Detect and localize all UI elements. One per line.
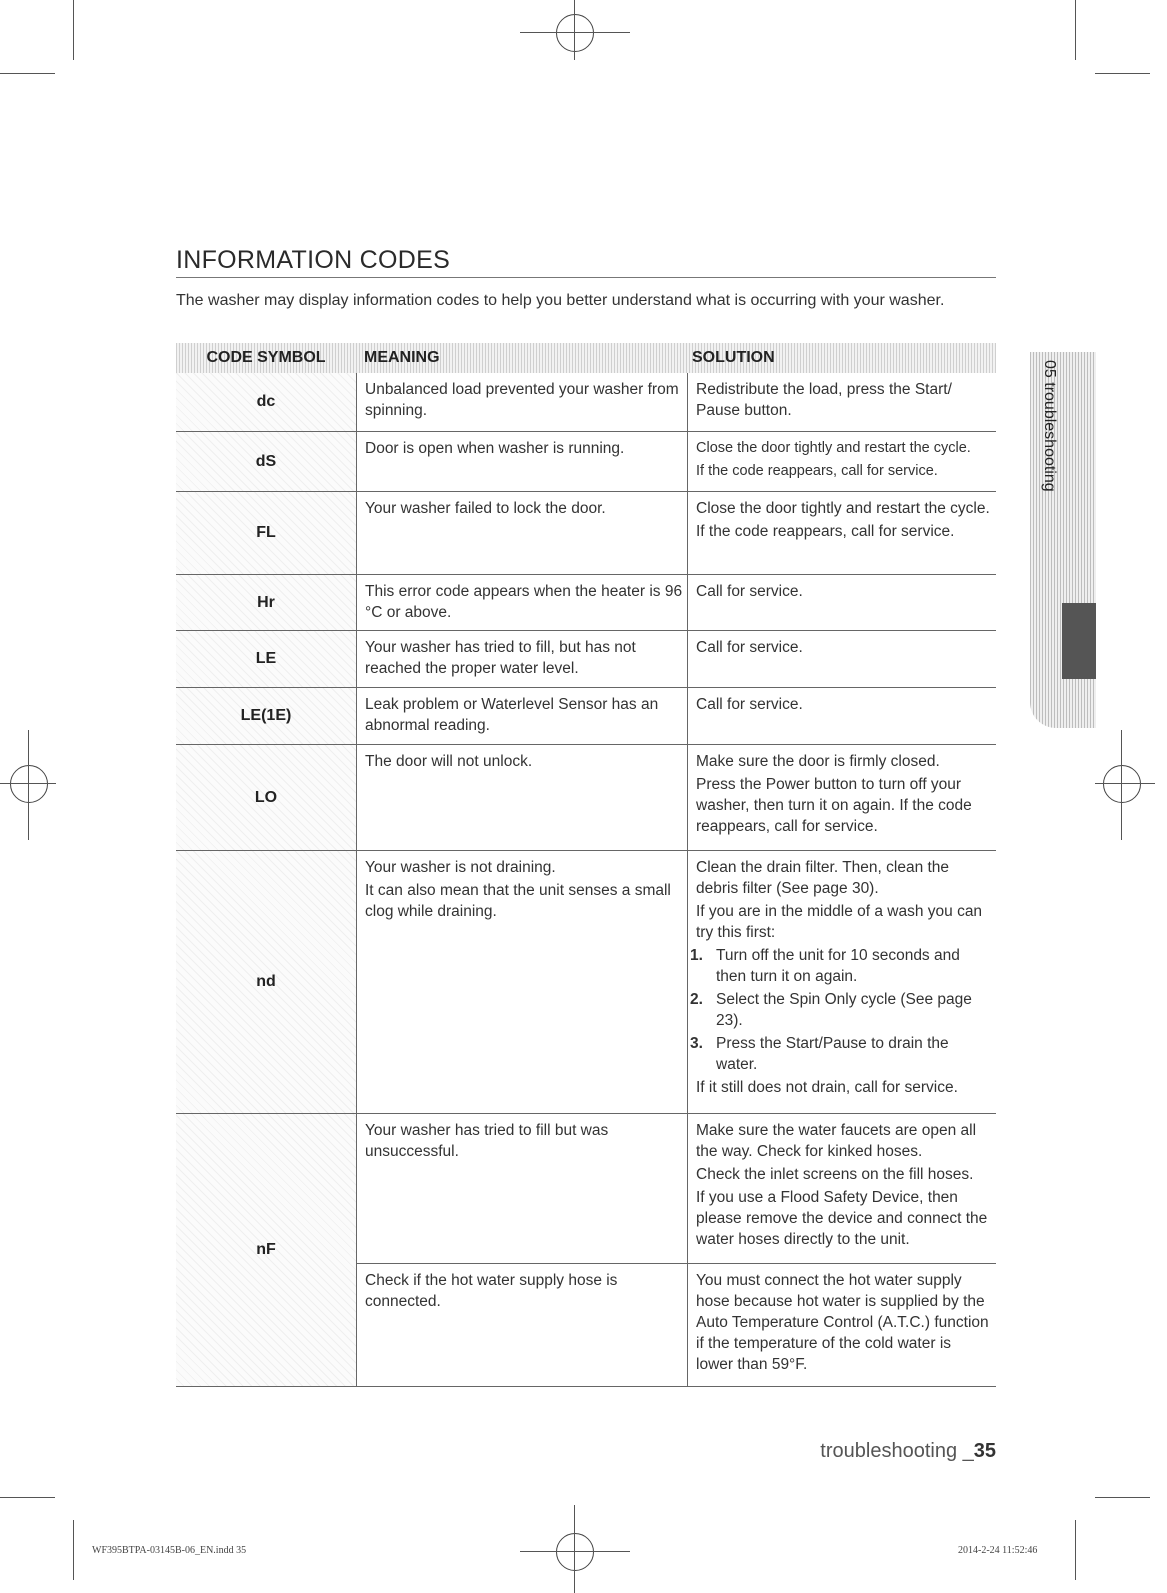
solution-step (690, 945, 992, 987)
meaning-cell (356, 575, 687, 631)
code-symbol: Hr (176, 575, 356, 630)
solution-text: Press the Power button to turn off your washer, then turn it on again. If the code reappears, call for service. (696, 776, 972, 835)
meaning-text: Your washer is not draining. (365, 859, 556, 876)
table-header (176, 343, 996, 373)
step-number: 3. (690, 1035, 703, 1052)
header-meaning: MEANING (364, 349, 440, 366)
solution-cell (687, 1114, 996, 1263)
code-symbol: dS (176, 432, 356, 491)
solution-cell (687, 373, 996, 431)
meaning-cell (356, 1114, 687, 1263)
registration-mark (520, 1551, 630, 1552)
table-row (176, 1114, 996, 1387)
solution-text: If it still does not drain, call for service. (696, 1079, 958, 1096)
meaning-cell (356, 1264, 687, 1386)
code-symbol: dc (176, 373, 356, 431)
crop-mark (1095, 1497, 1150, 1498)
crop-mark (0, 1497, 55, 1498)
registration-mark (574, 1505, 575, 1593)
solution-text: Make sure the water faucets are open all the way. Check for kinked hoses. (696, 1122, 977, 1160)
table-row (176, 631, 996, 688)
solution-text: Check the inlet screens on the fill hoses. (696, 1166, 974, 1183)
code-symbol: LE (176, 631, 356, 687)
solution-text: You must connect the hot water supply hose because hot water is supplied by the Auto Temperature Control (A.T.C.) function if the temperature of the cold water is lower than 59°F. (696, 1272, 989, 1373)
solution-text: Close the door tightly and restart the cycle. (696, 500, 990, 517)
step-text: Turn off the unit for 10 seconds and then turn it on again. (716, 947, 960, 985)
table-row (176, 492, 996, 575)
solution-text: Call for service. (696, 696, 803, 713)
solution-cell (687, 631, 996, 687)
meaning-text: Unbalanced load prevented your washer from spinning. (365, 381, 679, 419)
meaning-cell (356, 688, 687, 744)
solution-cell (687, 492, 996, 574)
registration-mark (556, 14, 594, 52)
solution-cell (687, 575, 996, 631)
registration-mark (1095, 783, 1155, 784)
solution-text: If the code reappears, call for service. (696, 523, 955, 540)
table-row (176, 688, 996, 745)
header-solution: SOLUTION (692, 349, 775, 366)
meaning-cell (356, 631, 687, 687)
meaning-cell (356, 492, 687, 574)
solution-text: If you are in the middle of a wash you can try this first: (696, 903, 983, 941)
code-symbol: LO (176, 745, 356, 850)
solution-text: Close the door tightly and restart the cycle. (696, 440, 971, 456)
solution-text: If the code reappears, call for service. (696, 463, 938, 479)
header-code-symbol: CODE SYMBOL (206, 349, 326, 366)
solution-cell (687, 851, 996, 1113)
table-row (176, 851, 996, 1114)
step-text: Press the Start/Pause to drain the water. (716, 1035, 949, 1073)
step-number: 2. (690, 991, 703, 1008)
meaning-cell (356, 745, 687, 850)
date-imprint: 2014-2-24 11:52:46 (958, 1545, 1038, 1556)
table-row (176, 575, 996, 631)
registration-mark (10, 765, 48, 803)
code-symbol: nF (176, 1114, 356, 1386)
code-symbol: FL (176, 492, 356, 574)
solution-cell (687, 432, 996, 491)
registration-mark (28, 730, 29, 840)
code-symbol: LE(1E) (176, 688, 356, 744)
crop-mark (1095, 73, 1150, 74)
solution-cell (687, 688, 996, 744)
chapter-marker (1062, 603, 1096, 679)
meaning-text: Your washer has tried to fill, but has not reached the proper water level. (365, 639, 636, 677)
crop-mark (73, 1520, 74, 1580)
intro-text: The washer may display information codes to help you better understand what is occurring with your washer. (176, 292, 945, 309)
meaning-text: Your washer has tried to fill but was unsuccessful. (365, 1122, 609, 1160)
meaning-text: Leak problem or Waterlevel Sensor has an abnormal reading. (365, 696, 659, 734)
meaning-text: Check if the hot water supply hose is connected. (365, 1272, 618, 1310)
crop-mark (0, 73, 55, 74)
meaning-text: Door is open when washer is running. (365, 440, 625, 457)
solution-text: Clean the drain filter. Then, clean the debris filter (See page 30). (696, 859, 950, 897)
meaning-text: The door will not unlock. (365, 753, 533, 770)
crop-mark (1075, 1520, 1076, 1580)
meaning-cell (356, 851, 687, 1113)
step-text: Select the Spin Only cycle (See page 23). (716, 991, 972, 1029)
registration-mark (1121, 730, 1122, 840)
table-row (176, 373, 996, 432)
meaning-text: This error code appears when the heater is 96 °C or above. (365, 583, 683, 621)
table-row (176, 432, 996, 492)
page-title: INFORMATION CODES (176, 246, 996, 278)
solution-text: Redistribute the load, press the Start/ Pause button. (696, 381, 952, 419)
meaning-text: It can also mean that the unit senses a small clog while draining. (365, 882, 671, 920)
registration-mark (520, 32, 630, 33)
page-footer (780, 1440, 996, 1463)
meaning-cell (356, 373, 687, 431)
solution-text: Call for service. (696, 583, 803, 600)
table-row (176, 745, 996, 851)
solution-text: Make sure the door is firmly closed. (696, 753, 940, 770)
solution-cell (687, 745, 996, 850)
chapter-side-tab-label: 05 troubleshooting (1041, 360, 1058, 492)
meaning-text: Your washer failed to lock the door. (365, 500, 606, 517)
solution-step (690, 989, 992, 1031)
registration-mark (574, 0, 575, 60)
solution-step (690, 1033, 992, 1075)
registration-mark (1103, 765, 1141, 803)
solution-text: Call for service. (696, 639, 803, 656)
registration-mark (556, 1533, 594, 1571)
crop-mark (73, 0, 74, 60)
meaning-cell (356, 432, 687, 491)
solution-cell (687, 1264, 996, 1386)
crop-mark (1075, 0, 1076, 60)
code-symbol: nd (176, 851, 356, 1113)
file-imprint: WF395BTPA-03145B-06_EN.indd 35 (92, 1545, 247, 1556)
solution-text: If you use a Flood Safety Device, then please remove the device and connect the water hoses directly to the unit. (696, 1189, 988, 1248)
step-number: 1. (690, 947, 703, 964)
footer-section: troubleshooting _ (820, 1440, 974, 1462)
information-codes-table (176, 343, 996, 1387)
page-number: 35 (973, 1440, 996, 1462)
